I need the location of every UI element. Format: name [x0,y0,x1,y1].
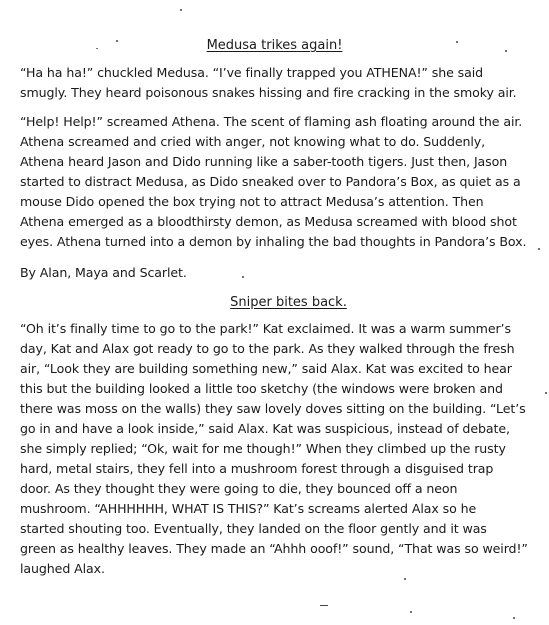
text-line: Athena screamed and cried with anger, not knowing what to do. Suddenly, [20,134,486,149]
story2-paragraph [20,319,540,579]
text-line: mushroom. “AHHHHHH, WHAT IS THIS?” Kat’s screams alerted Alax so he [20,501,477,516]
text-line: go in and have a look inside,” said Alax. Kat was suspicious, instead of debate, [20,421,510,436]
text-line: started to distract Medusa, as Dido sneaked over to Pandora’s Box, as quiet as a [20,174,521,189]
story1-paragraph-2 [20,112,540,252]
text-line: she simply replied; “Ok, wait for me though!” When they climbed up the rusty [20,441,506,456]
scan-speck [505,50,507,52]
text-line: “Ha ha ha!” chuckled Medusa. “I’ve finally trapped you ATHENA!” she said [20,65,484,80]
scan-speck [513,617,515,619]
text-line: there was moss on the walls) they saw lovely doves sitting on the building. “Let’s [20,401,526,416]
text-line: “Help! Help!” screamed Athena. The scent of flaming ash floating around the air. [20,114,523,129]
text-line: started shouting too. Eventually, they landed on the floor gently and it was [20,521,487,536]
text-line: eyes. Athena turned into a demon by inhaling the bad thoughts in Pandora’s Box. [20,234,527,249]
text-line: this but the building looked a little too sketchy (the windows were broken and [20,381,503,396]
scan-speck [180,9,182,11]
scan-speck [242,276,244,278]
scan-speck [320,605,328,606]
byline-text: By Alan, Maya and Scarlet. [20,265,187,280]
text-line: day, Kat and Alax got ready to go to the park. As they walked through the fresh [20,341,515,356]
scan-speck [545,392,547,394]
text-line: mouse Dido opened the box trying not to attract Medusa’s attention. Then [20,194,484,209]
scan-speck [410,611,412,613]
scan-speck [116,40,118,42]
text-line: “Oh it’s finally time to go to the park!” Kat exclaimed. It was a warm summer’s [20,321,511,336]
scan-speck [96,48,98,49]
story1-paragraph-1 [20,63,540,103]
text-line: door. As they thought they were going to die, they bounced off a neon [20,481,458,496]
text-line: laughed Alax. [20,561,105,576]
scan-speck [538,248,540,250]
text-line: smugly. They heard poisonous snakes hissing and fire cracking in the smoky air. [20,85,517,100]
text-line: Athena heard Jason and Dido running like a saber-tooth tigers. Just then, Jason [20,154,508,169]
scan-speck [456,41,458,43]
text-line: hard, metal stairs, they fell into a mushroom forest through a disguised trap [20,461,494,476]
story1-title: Medusa trikes again! [206,38,343,53]
story2-title: Sniper bites back. [230,295,347,310]
text-line: green as healthy leaves. They made an “Ahhh ooof!” sound, “That was so weird!” [20,541,528,556]
text-line: air, “Look they are building something new,” said Alax. Kat was excited to hear [20,361,512,376]
story1-byline [20,263,540,283]
scan-speck [404,578,406,580]
text-line: Athena emerged as a bloodthirsty demon, as Medusa screamed with blood shot [20,214,517,229]
